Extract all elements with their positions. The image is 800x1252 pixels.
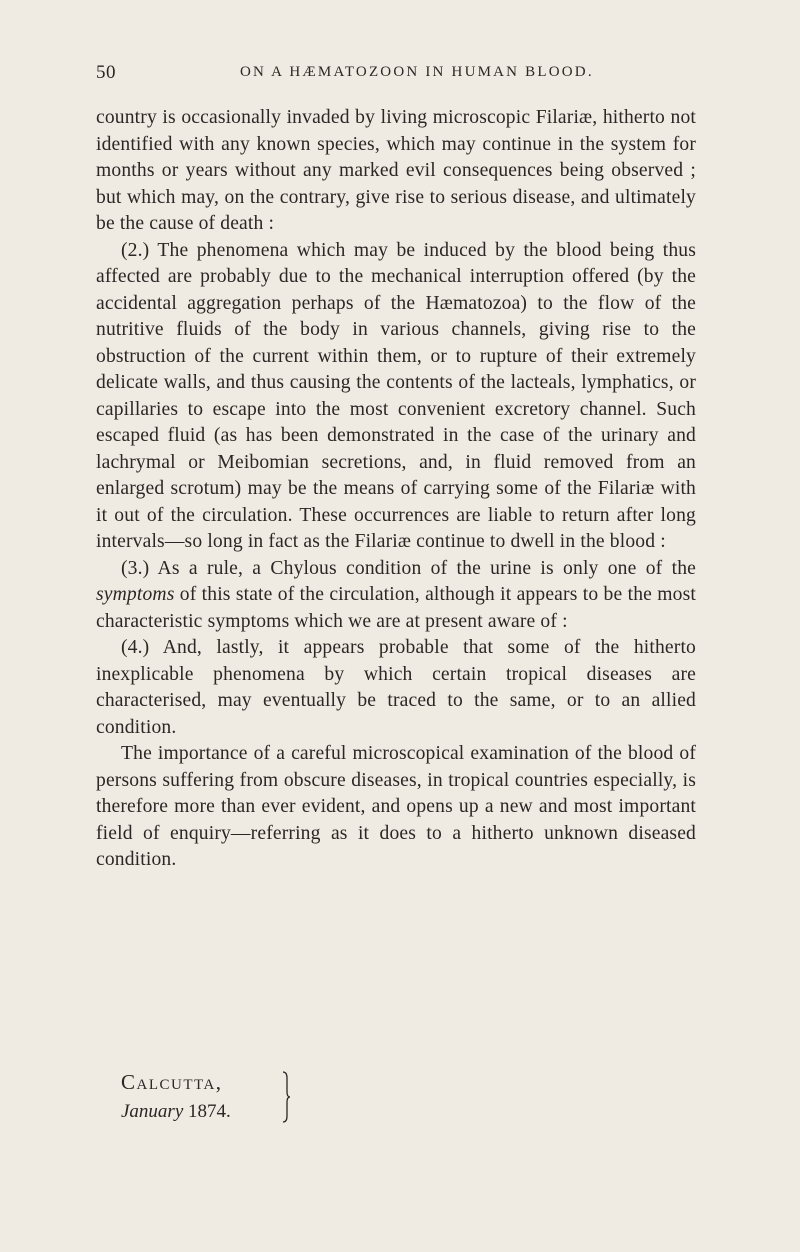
paragraph-point-4 bbox=[96, 635, 696, 741]
paragraph-continued bbox=[96, 105, 696, 238]
paragraph-point-2 bbox=[96, 238, 696, 556]
paragraph-conclusion bbox=[96, 741, 696, 874]
paragraph-text: (3.) As a rule, a Chylous condition of the urine is only one of the bbox=[121, 557, 696, 579]
curly-brace-icon bbox=[281, 1070, 291, 1124]
paragraph-text: of this state of the circulation, although it appears to be the most characteristic symptoms which we are at present aware of : bbox=[96, 584, 696, 632]
running-head bbox=[96, 62, 704, 86]
paragraph-text: country is occasionally invaded by living microscopic Filariæ, hitherto not identified with any known species, which may continue in the system for months or years without any marked evil consequences being observed ; but which may, on the contrary, give rise to serious disease, and ultimately be the cause of death : bbox=[96, 107, 696, 234]
running-title: ON A HÆMATOZOON IN HUMAN BLOOD. bbox=[240, 64, 594, 80]
signoff bbox=[121, 1068, 231, 1126]
page-number: 50 bbox=[96, 62, 116, 83]
signoff-place: Calcutta, bbox=[121, 1070, 223, 1094]
paragraph-text: The importance of a careful microscopical examination of the blood of persons suffering from obscure diseases, in tropical countries especially, is therefore more than ever evident, and opens up a new and most important field of enquiry—referring as it does to a hitherto unknown diseased condition. bbox=[96, 743, 696, 870]
paragraph-text: (2.) The phenomena which may be induced by the blood being thus affected are probably due to the mechanical interruption offered (by the accidental aggregation perhaps of the Hæmatozoa) to the flow of the nutritive fluids of the body in various channels, giving rise to the obstruction of the current within them, or to rupture of their extremely delicate walls, and thus causing the contents of the lacteals, lymphatics, or capillaries to escape into the most convenient excretory channel. Such escaped fluid (as has been demonstrated in the case of the urinary and lachrymal or Meibomian secretions, and, in fluid removed from an enlarged scrotum) may be the means of carrying some of the Filariæ with it out of the circulation. These occurrences are liable to return after long intervals—so long in fact as the Filariæ continue to dwell in the blood : bbox=[96, 239, 696, 552]
signoff-year: 1874. bbox=[188, 1101, 231, 1122]
signoff-date bbox=[121, 1097, 231, 1126]
body-text bbox=[96, 105, 696, 874]
paragraph-text: (4.) And, lastly, it appears probable that some of the hitherto inexplicable phenomena by which certain tropical diseases are characterised, may eventually be traced to the same, or to an allied condition. bbox=[96, 637, 696, 738]
paragraph-point-3 bbox=[96, 556, 696, 636]
signoff-month: January bbox=[121, 1101, 184, 1122]
italic-emphasis: symptoms bbox=[96, 584, 175, 605]
